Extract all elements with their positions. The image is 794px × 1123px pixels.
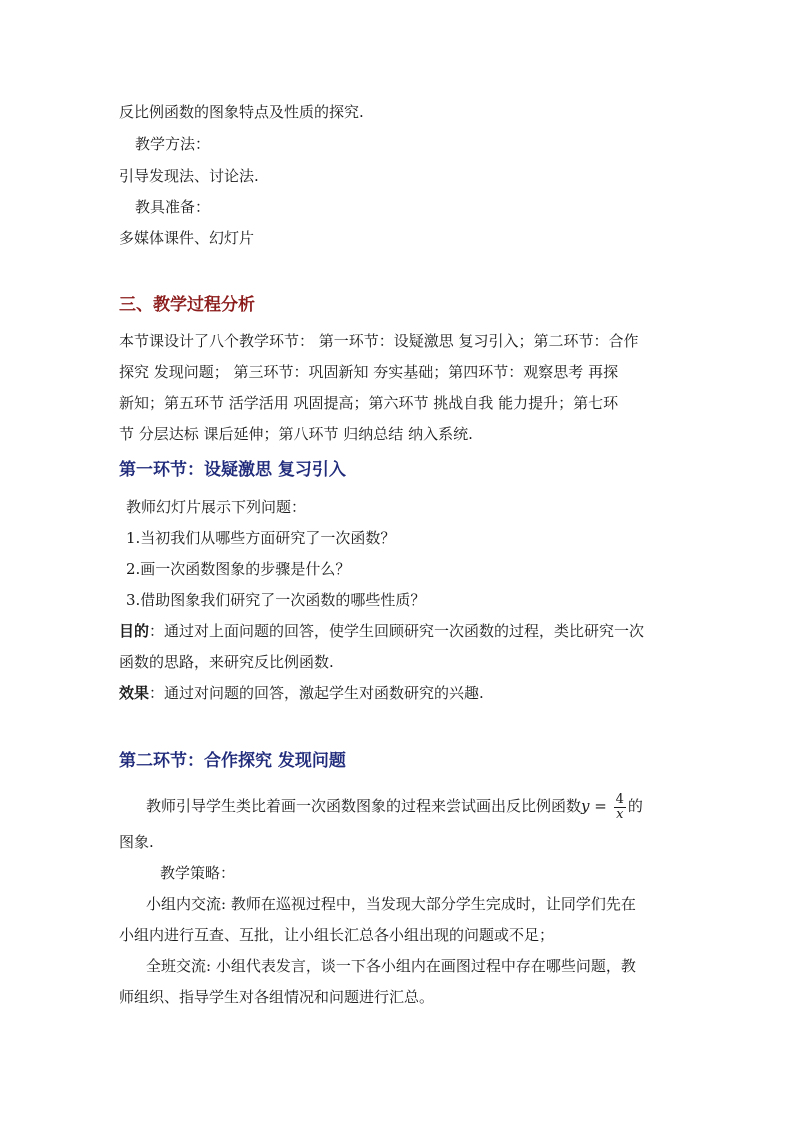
question-item: 2.画一次函数图象的步骤是什么？	[126, 560, 351, 578]
formula-line	[146, 791, 706, 822]
equation-variable-y: y	[581, 797, 590, 815]
paragraph-line: 全班交流: 小组代表发言，谈一下各小组内在画图过程中存在哪些问题，教	[146, 957, 636, 975]
goal-label: 目的	[119, 622, 150, 640]
question-item: 3.借助图象我们研究了一次函数的哪些性质？	[126, 591, 426, 609]
goal-line	[119, 621, 679, 641]
text-span: 教师引导学生类比着画一次函数图象的过程来尝试画出反比例函数	[146, 797, 582, 815]
text-line: 反比例函数的图象特点及性质的探究.	[119, 103, 364, 121]
fraction-numerator: 4	[615, 791, 624, 807]
paragraph-line: 节 分层达标 课后延伸；第八环节 归纳总结 纳入系统.	[119, 425, 473, 443]
paragraph-line: 师组织、指导学生对各组情况和问题进行汇总。	[119, 988, 435, 1006]
text-span: 的	[627, 797, 643, 815]
paragraph-line: 探究 发现问题； 第三环节：巩固新知 夯实基础；第四环节：观察思考 再探	[119, 363, 619, 381]
fraction	[614, 793, 626, 822]
goal-text: ：通过对上面问题的回答，使学生回顾研究一次函数的过程，类比研究一次	[149, 622, 645, 640]
section-heading: 三、教学过程分析	[119, 295, 255, 315]
text-line: 教学策略：	[160, 864, 236, 882]
effect-label: 效果	[119, 684, 150, 702]
effect-line	[119, 683, 679, 703]
paragraph-line: 本节课设计了八个教学环节： 第一环节：设疑激思 复习引入；第二环节：合作	[119, 332, 639, 350]
text-line: 引导发现法、讨论法.	[119, 167, 259, 185]
paragraph-line: 新知；第五环节 活学活用 巩固提高；第六环节 挑战自我 能力提升；第七环	[119, 394, 619, 412]
text-line: 图象.	[119, 833, 154, 851]
question-item: 1.当初我们从哪些方面研究了一次函数？	[126, 529, 396, 547]
effect-text: ：通过对问题的回答，激起学生对函数研究的兴趣.	[149, 684, 484, 702]
paragraph-line: 小组内进行互查、互批，让小组长汇总各小组出现的问题或不足；	[119, 926, 555, 944]
fraction-denominator: x	[616, 806, 624, 822]
paragraph-line: 小组内交流: 教师在巡视过程中，当发现大部分学生完成时，让同学们先在	[146, 895, 636, 913]
step2-heading: 第二环节：合作探究 发现问题	[119, 751, 346, 771]
text-line: 教师幻灯片展示下列问题：	[126, 498, 307, 516]
text-line: 教具准备：	[135, 198, 211, 216]
paragraph-line: 函数的思路，来研究反比例函数.	[119, 653, 334, 671]
step1-heading: 第一环节：设疑激思 复习引入	[119, 460, 346, 480]
text-line: 教学方法：	[135, 135, 211, 153]
text-line: 多媒体课件、幻灯片	[119, 229, 255, 247]
equals-sign: =	[589, 797, 612, 815]
